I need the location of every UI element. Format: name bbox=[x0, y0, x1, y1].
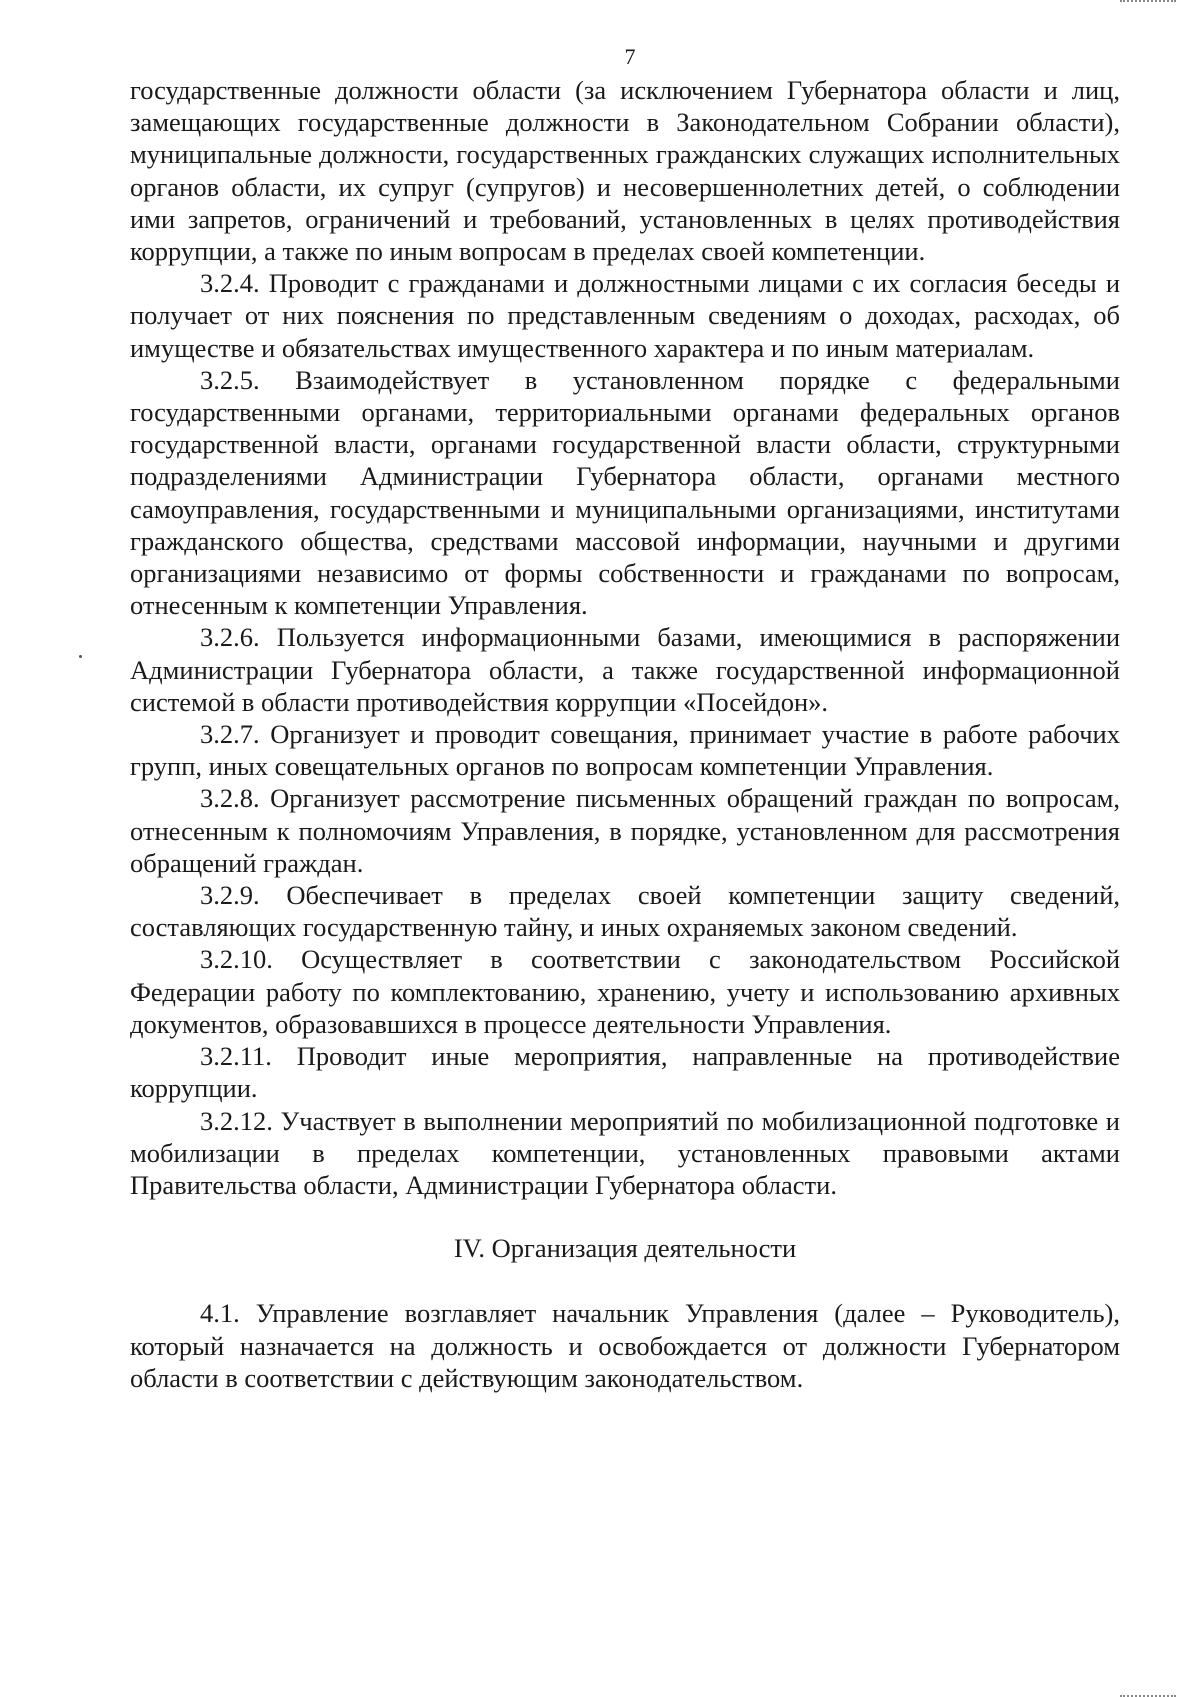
page-number: 7 bbox=[624, 44, 636, 69]
scan-edge-mark bbox=[1120, 0, 1176, 7]
continuation-paragraph: государственные должности области (за исключением Губернатора области и лиц, замещающих государственные должности в Законодательном Собрании области), муниципальные должности, государственных гражданских служащих исполнительных органов области, их супруг (супругов) и несовершеннолетних детей, о соблюдении ими запретов, ограничений и требований, установленных в целях противодействия коррупции, а также по иным вопросам в пределах своей компетенции. bbox=[130, 75, 1120, 267]
scan-speck bbox=[79, 655, 82, 658]
section-heading: IV. Организация деятельности bbox=[453, 1233, 797, 1264]
paragraph-3-2-10: 3.2.10. Осуществляет в соответствии с законодательством Российской Федерации работу по комплектованию, хранению, учету и использованию архивных документов, образовавшихся в процессе деятельности Управления. bbox=[130, 944, 1120, 1039]
paragraph-3-2-7: 3.2.7. Организует и проводит совещания, принимает участие в работе рабочих групп, иных совещательных органов по вопросам компетенции Управления. bbox=[130, 719, 1120, 782]
paragraph-3-2-11: 3.2.11. Проводит иные мероприятия, направленные на противодействие коррупции. bbox=[130, 1041, 1120, 1104]
document-body bbox=[130, 74, 1120, 1394]
paragraph-3-2-6: 3.2.6. Пользуется информационными базами, имеющимися в распоряжении Администрации Губернатора области, а также государственной информационной системой в области противодействия коррупции «Посейдон». bbox=[130, 622, 1120, 717]
paragraph-3-2-5: 3.2.5. Взаимодействует в установленном порядке с федеральными государственными органами, территориальными органами федеральных органов государственной власти, органами государственной власти области, структурными подразделениями Администрации Губернатора области, органами местного самоуправления, государственными и муниципальными организациями, институтами гражданского общества, средствами массовой информации, научными и другими организациями независимо от формы собственности и гражданами по вопросам, отнесенным к компетенции Управления. bbox=[130, 364, 1120, 621]
paragraph-3-2-9: 3.2.9. Обеспечивает в пределах своей компетенции защиту сведений, составляющих государственную тайну, и иных охраняемых законом сведений. bbox=[130, 880, 1120, 943]
paragraph-3-2-12: 3.2.12. Участвует в выполнении мероприятий по мобилизационной подготовке и мобилизации в пределах компетенции, установленных правовыми актами Правительства области, Администрации Губернатора области. bbox=[130, 1105, 1120, 1200]
paragraph-3-2-8: 3.2.8. Организует рассмотрение письменных обращений граждан по вопросам, отнесенным к полномочиям Управления, в порядке, установленном для рассмотрения обращений граждан. bbox=[130, 783, 1120, 878]
scan-edge-mark-bottom bbox=[1120, 1690, 1176, 1697]
paragraph-4-1: 4.1. Управление возглавляет начальник Управления (далее – Руководитель), который назначается на должность и освобождается от должности Губернатором области в соответствии с действующим законодательством. bbox=[130, 1298, 1120, 1393]
paragraph-3-2-4: 3.2.4. Проводит с гражданами и должностными лицами с их согласия беседы и получает от них пояснения по представленным сведениям о доходах, расходах, об имуществе и обязательствах имущественного характера и по иным материалам. bbox=[130, 268, 1120, 363]
